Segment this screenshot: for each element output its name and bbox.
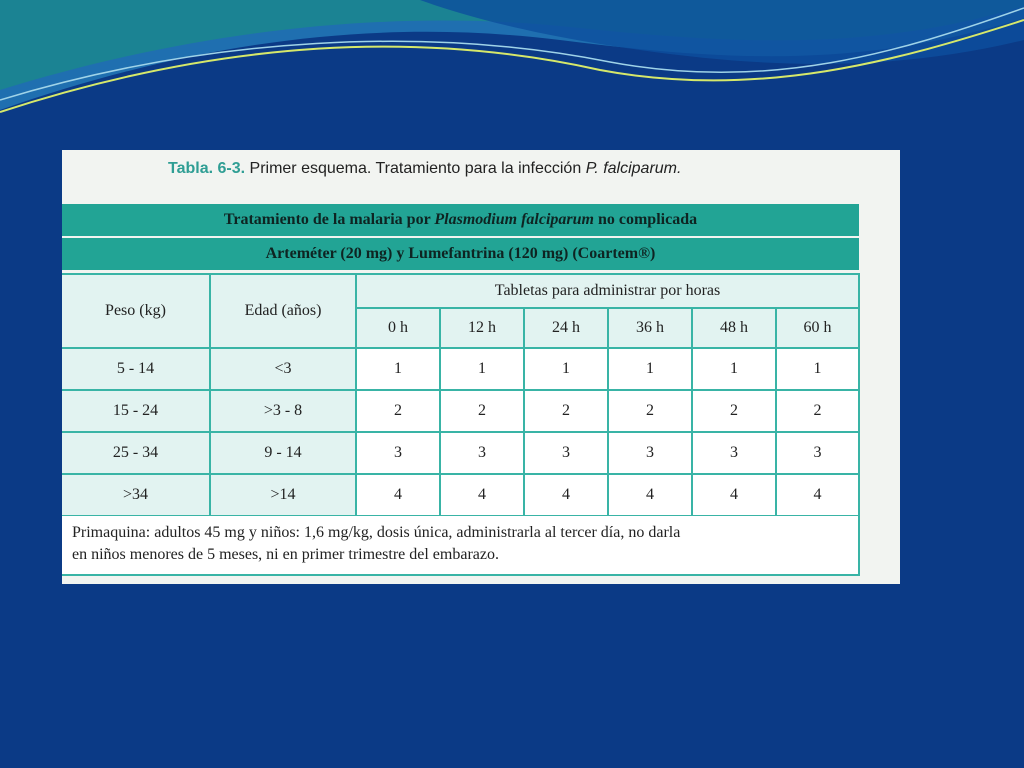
cell-edad: 9 - 14 — [210, 432, 356, 474]
table-row — [62, 432, 859, 474]
title-suffix: no complicada — [597, 211, 698, 228]
cell-dose: 4 — [692, 474, 776, 516]
cell-dose: 2 — [440, 390, 524, 432]
table-row — [62, 348, 859, 390]
cell-dose: 1 — [440, 348, 524, 390]
table-row — [62, 474, 859, 516]
cell-dose: 4 — [608, 474, 692, 516]
caption-species: P. falciparum. — [585, 160, 682, 177]
cell-dose: 3 — [692, 432, 776, 474]
cell-dose: 2 — [356, 390, 440, 432]
table-footnote — [62, 516, 860, 576]
cell-peso: 15 - 24 — [62, 390, 210, 432]
cell-dose: 4 — [356, 474, 440, 516]
hour-header: 60 h — [776, 308, 859, 348]
cell-dose: 3 — [608, 432, 692, 474]
cell-peso: 25 - 34 — [62, 432, 210, 474]
cell-dose: 3 — [524, 432, 608, 474]
table-title-bar — [62, 204, 859, 236]
col-header-edad: Edad (años) — [210, 274, 356, 348]
footnote-line: en niños menores de 5 meses, ni en primer trimestre del embarazo. — [72, 546, 499, 563]
hour-header: 0 h — [356, 308, 440, 348]
cell-edad: >14 — [210, 474, 356, 516]
table-subtitle: Arteméter (20 mg) y Lumefantrina (120 mg) (Coartem®) — [265, 245, 656, 262]
col-header-tabletas: Tabletas para administrar por horas — [356, 274, 859, 308]
cell-dose: 2 — [524, 390, 608, 432]
cell-dose: 1 — [608, 348, 692, 390]
cell-dose: 2 — [608, 390, 692, 432]
cell-dose: 1 — [524, 348, 608, 390]
cell-dose: 3 — [776, 432, 859, 474]
footnote-line: Primaquina: adultos 45 mg y niños: 1,6 mg/kg, dosis única, administrarla al tercer día, no darla — [72, 524, 681, 541]
dosage-table — [62, 273, 860, 517]
title-prefix: Tratamiento de la malaria por — [223, 211, 431, 228]
table-subtitle-bar — [62, 238, 859, 270]
decorative-wave-banner — [0, 0, 1024, 130]
cell-dose: 4 — [524, 474, 608, 516]
header-row-group — [62, 274, 859, 308]
cell-edad: >3 - 8 — [210, 390, 356, 432]
title-species: Plasmodium falciparum — [434, 211, 594, 228]
cell-dose: 1 — [356, 348, 440, 390]
caption-label: Tabla. 6-3. — [168, 160, 246, 177]
hour-header: 36 h — [608, 308, 692, 348]
cell-edad: <3 — [210, 348, 356, 390]
table-row — [62, 390, 859, 432]
cell-peso: >34 — [62, 474, 210, 516]
cell-dose: 3 — [356, 432, 440, 474]
cell-dose: 3 — [440, 432, 524, 474]
cell-dose: 4 — [776, 474, 859, 516]
caption-text: Primer esquema. Tratamiento para la infección — [249, 160, 582, 177]
cell-dose: 1 — [776, 348, 859, 390]
col-header-peso: Peso (kg) — [62, 274, 210, 348]
hour-header: 12 h — [440, 308, 524, 348]
hour-header: 24 h — [524, 308, 608, 348]
table-caption — [168, 160, 681, 178]
hour-header: 48 h — [692, 308, 776, 348]
cell-peso: 5 - 14 — [62, 348, 210, 390]
cell-dose: 1 — [692, 348, 776, 390]
cell-dose: 4 — [440, 474, 524, 516]
table-scan — [62, 150, 900, 584]
cell-dose: 2 — [692, 390, 776, 432]
cell-dose: 2 — [776, 390, 859, 432]
